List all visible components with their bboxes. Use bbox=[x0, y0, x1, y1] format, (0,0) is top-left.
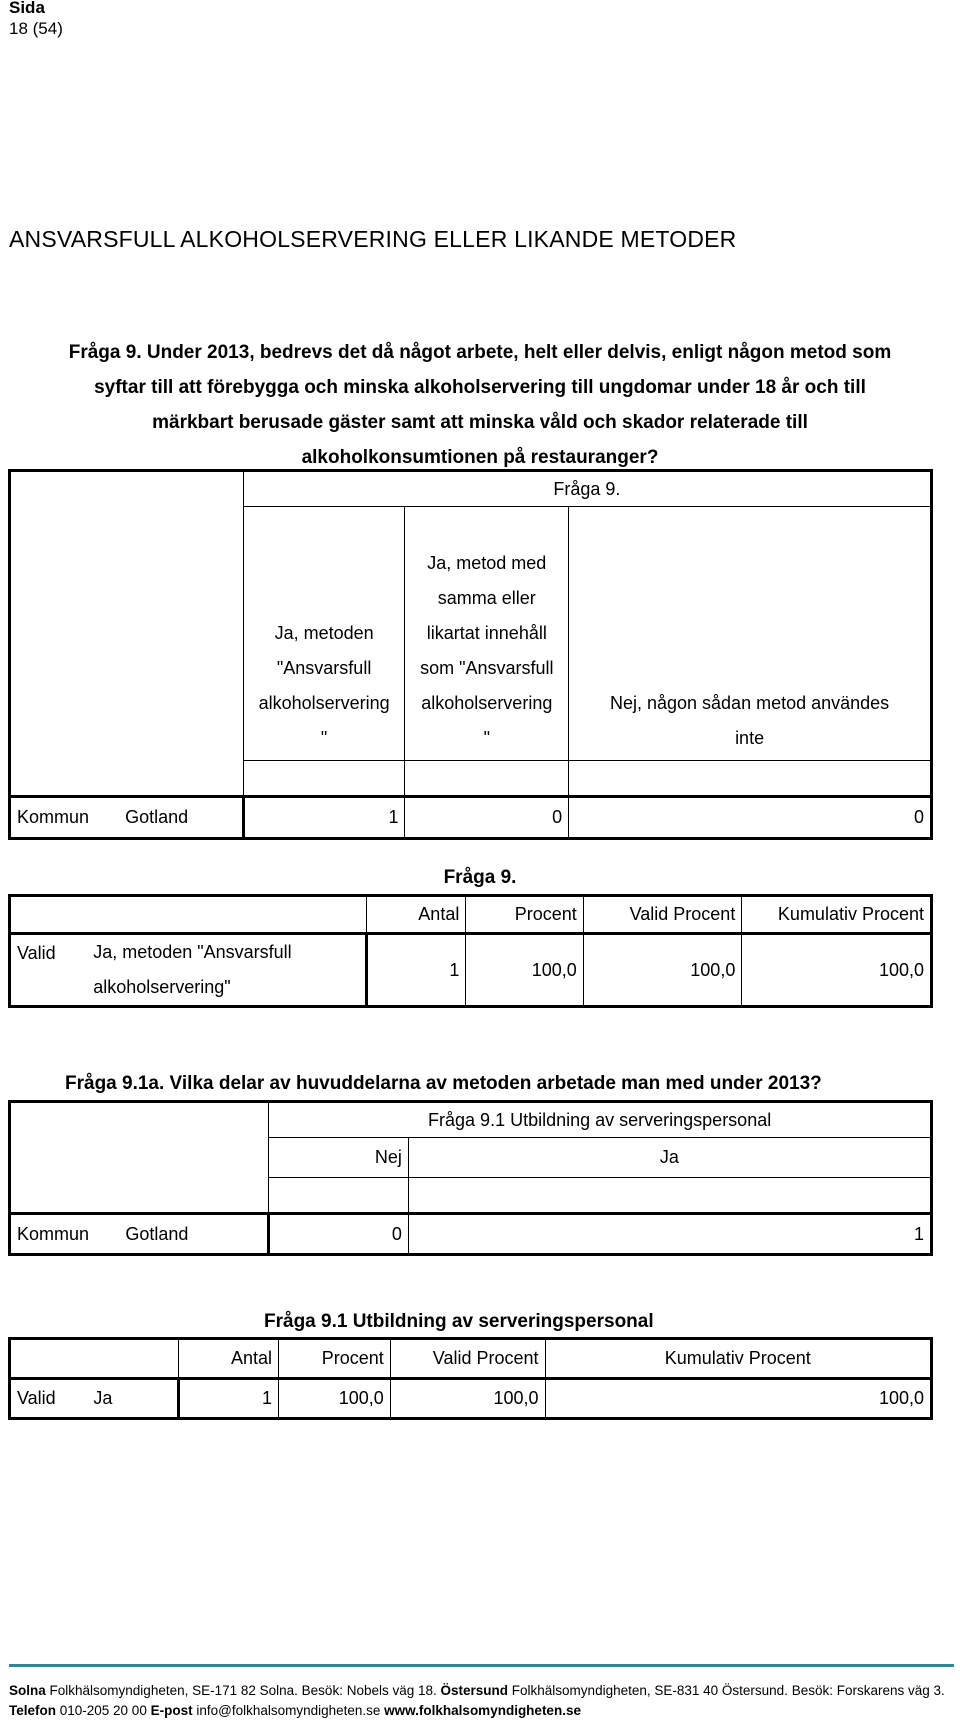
row-label: Ja bbox=[87, 1379, 179, 1419]
column-header: Kumulativ Procent bbox=[742, 896, 932, 934]
section-title: ANSVARSFULL ALKOHOLSERVERING ELLER LIKANDE METODER bbox=[9, 226, 737, 252]
footer-address-line bbox=[9, 1683, 945, 1698]
data-cell: 100,0 bbox=[390, 1379, 545, 1419]
data-cell: 0 bbox=[269, 1214, 409, 1255]
footer-website-link[interactable]: www.folkhalsomyndigheten.se bbox=[384, 1703, 581, 1718]
crosstab-table-fraga9-1 bbox=[8, 1100, 933, 1256]
header-line: likartat innehåll bbox=[426, 623, 547, 643]
page-label: Sida bbox=[9, 0, 45, 17]
frequency-table-fraga9-1 bbox=[8, 1337, 933, 1420]
table-row bbox=[10, 1214, 932, 1255]
question-9-1a: Fråga 9.1a. Vilka delar av huvuddelarna av metoden arbetade man med under 2013? bbox=[65, 1073, 822, 1094]
row-label: Valid bbox=[10, 1379, 88, 1419]
data-cell: 100,0 bbox=[466, 934, 583, 1007]
table-caption: Fråga 9.1 Utbildning av serveringspersonal bbox=[264, 1311, 654, 1332]
column-header: Valid Procent bbox=[390, 1339, 545, 1379]
question-text bbox=[20, 335, 940, 475]
data-cell: 1 bbox=[179, 1379, 279, 1419]
row-label: Kommun bbox=[10, 797, 120, 839]
corner-cell bbox=[10, 471, 244, 797]
column-header: Ja bbox=[408, 1138, 931, 1178]
data-cell: 1 bbox=[243, 797, 405, 839]
data-cell: 1 bbox=[408, 1214, 931, 1255]
header-line: " bbox=[483, 728, 490, 748]
data-cell: 1 bbox=[366, 934, 465, 1007]
header-line: Nej, någon sådan metod användes bbox=[609, 693, 890, 713]
question-line: alkoholkonsumtionen på restauranger? bbox=[301, 447, 659, 468]
footer-contact-line bbox=[9, 1703, 581, 1718]
corner-cell bbox=[10, 1339, 179, 1379]
row-label: Gotland bbox=[119, 797, 243, 839]
spacer-cell bbox=[569, 761, 932, 797]
data-cell: 0 bbox=[405, 797, 569, 839]
table-row bbox=[10, 934, 932, 1007]
row-label bbox=[87, 934, 366, 1007]
row-label-line: Ja, metoden "Ansvarsfull bbox=[93, 942, 292, 962]
column-header bbox=[405, 507, 569, 761]
header-line: samma eller bbox=[437, 588, 536, 608]
column-header: Kumulativ Procent bbox=[545, 1339, 931, 1379]
header-line: " bbox=[320, 728, 328, 748]
row-label: Gotland bbox=[119, 1214, 268, 1255]
row-label: Valid bbox=[10, 934, 88, 1007]
spacer-cell bbox=[408, 1178, 931, 1214]
table-caption: Fråga 9. bbox=[443, 867, 517, 888]
header-line: "Ansvarsfull bbox=[276, 658, 372, 678]
row-label: Kommun bbox=[10, 1214, 120, 1255]
data-cell: 0 bbox=[569, 797, 932, 839]
header-line: alkoholservering bbox=[258, 693, 390, 713]
spacer-cell bbox=[269, 1178, 409, 1214]
column-header: Nej bbox=[269, 1138, 409, 1178]
group-header: Fråga 9.1 Utbildning av serveringspersonal bbox=[269, 1102, 932, 1138]
footer-epost-link[interactable]: info@folkhalsomyndigheten.se bbox=[192, 1703, 385, 1718]
header-line: som "Ansvarsfull bbox=[420, 658, 554, 678]
table-row bbox=[10, 1379, 932, 1419]
corner-cell bbox=[10, 896, 367, 934]
frequency-table-fraga9 bbox=[8, 894, 933, 1008]
footer-solna-label: Solna bbox=[9, 1683, 46, 1698]
corner-cell bbox=[10, 1102, 269, 1214]
spacer-cell bbox=[405, 761, 569, 797]
footer-solna-text: Folkhälsomyndigheten, SE-171 82 Solna. Besök: Nobels väg 18. bbox=[45, 1683, 441, 1698]
footer-epost-label: E-post bbox=[150, 1703, 193, 1718]
header-line: alkoholservering bbox=[421, 693, 553, 713]
column-header: Valid Procent bbox=[583, 896, 742, 934]
question-line: Fråga 9. Under 2013, bedrevs det då något arbete, helt eller delvis, enligt någon metod som bbox=[68, 342, 892, 363]
spacer-cell bbox=[243, 761, 405, 797]
footer-divider bbox=[9, 1664, 954, 1667]
header-line: Ja, metod med bbox=[427, 553, 547, 573]
crosstab-table-fraga9 bbox=[8, 469, 933, 840]
data-cell: 100,0 bbox=[279, 1379, 391, 1419]
page-number: 18 (54) bbox=[9, 19, 63, 38]
footer-ostersund-label: Östersund bbox=[440, 1683, 509, 1698]
row-label-line: alkoholservering" bbox=[93, 977, 231, 997]
footer-telefon-label: Telefon bbox=[9, 1703, 56, 1718]
data-cell: 100,0 bbox=[742, 934, 932, 1007]
group-header: Fråga 9. bbox=[243, 471, 931, 507]
column-header: Antal bbox=[179, 1339, 279, 1379]
header-line: inte bbox=[735, 728, 765, 748]
header-line: Ja, metoden bbox=[274, 623, 374, 643]
question-line: syftar till att förebygga och minska alkoholservering till ungdomar under 18 år och till bbox=[94, 377, 866, 398]
column-header: Antal bbox=[366, 896, 465, 934]
column-header bbox=[243, 507, 405, 761]
column-header: Procent bbox=[279, 1339, 391, 1379]
data-cell: 100,0 bbox=[545, 1379, 931, 1419]
footer-ostersund-text: Folkhälsomyndigheten, SE-831 40 Östersund. Besök: Forskarens väg 3. bbox=[508, 1683, 945, 1698]
table-row bbox=[10, 797, 932, 839]
question-line: märkbart berusade gäster samt att minska våld och skador relaterade till bbox=[152, 412, 808, 433]
column-header: Procent bbox=[466, 896, 583, 934]
footer-telefon-text: 010-205 20 00 bbox=[56, 1703, 151, 1718]
data-cell: 100,0 bbox=[583, 934, 742, 1007]
column-header bbox=[569, 507, 932, 761]
